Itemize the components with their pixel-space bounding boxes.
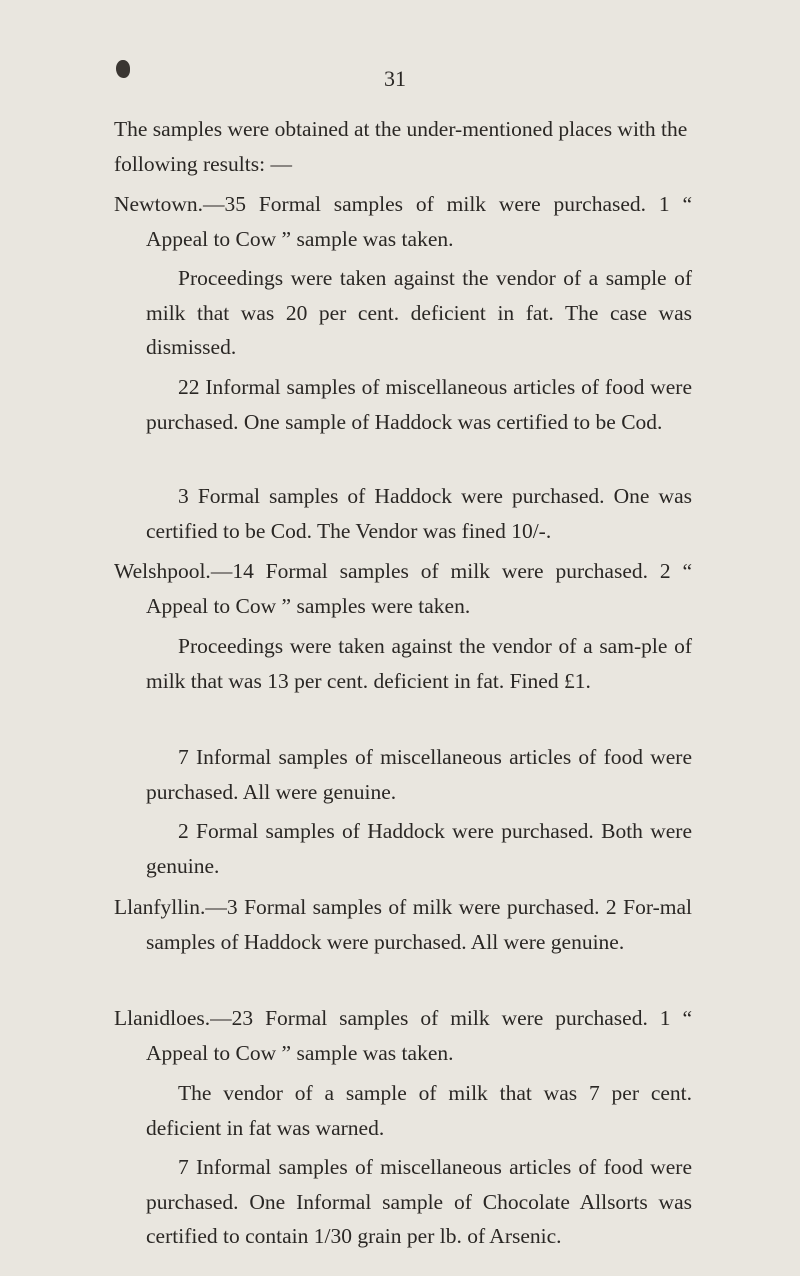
llanidloes-entry: [114, 1001, 692, 1070]
welshpool-entry: [114, 554, 692, 623]
newtown-para-1: —35 Formal samples of milk were purchased. 1 “ Appeal to Cow ” sample was taken.: [146, 192, 692, 251]
llanfyllin-entry: [114, 890, 692, 959]
place-name-llanfyllin: Llanfyllin.: [114, 895, 206, 919]
newtown-para-2: Proceedings were taken against the vendor of a sample of milk that was 20 per cent. deficient in fat. The case was dismissed.: [146, 266, 692, 359]
place-name-welshpool: Welshpool.: [114, 559, 211, 583]
llanidloes-para-3: 7 Informal samples of miscellaneous articles of food were purchased. One Informal sample of Chocolate Allsorts was certified to contain 1/30 grain per lb. of Arsenic.: [146, 1155, 692, 1248]
welshpool-para-3: 7 Informal samples of miscellaneous articles of food were purchased. All were genuine.: [146, 745, 692, 804]
place-name-newtown: Newtown.: [114, 192, 203, 216]
place-name-llanidloes: Llanidloes.: [114, 1006, 211, 1030]
intro-paragraph: The samples were obtained at the under-mentioned places with the following results: —: [114, 117, 688, 176]
newtown-para-3: 22 Informal samples of miscellaneous articles of food were purchased. One sample of Haddock was certified to be Cod.: [146, 375, 692, 434]
welshpool-para-1: —14 Formal samples of milk were purchased. 2 “ Appeal to Cow ” samples were taken.: [146, 559, 692, 618]
newtown-para-4: 3 Formal samples of Haddock were purchased. One was certified to be Cod. The Vendor was fined 10/-.: [146, 484, 692, 543]
llanidloes-para-1: —23 Formal samples of milk were purchased. 1 “ Appeal to Cow ” sample was taken.: [146, 1006, 692, 1065]
newtown-entry: [114, 187, 692, 256]
llanidloes-para-2: The vendor of a sample of milk that was 7 per cent. deficient in fat was warned.: [146, 1081, 692, 1140]
welshpool-para-4: 2 Formal samples of Haddock were purchased. Both were genuine.: [146, 819, 692, 878]
page-number: 31: [384, 66, 406, 91]
llanfyllin-para-1: —3 Formal samples of milk were purchased. 2 For-mal samples of Haddock were purchased. All were genuine.: [146, 895, 692, 954]
welshpool-para-2: Proceedings were taken against the vendor of a sam-ple of milk that was 13 per cent. deficient in fat. Fined £1.: [146, 634, 692, 693]
ink-blot-mark: [116, 60, 130, 78]
